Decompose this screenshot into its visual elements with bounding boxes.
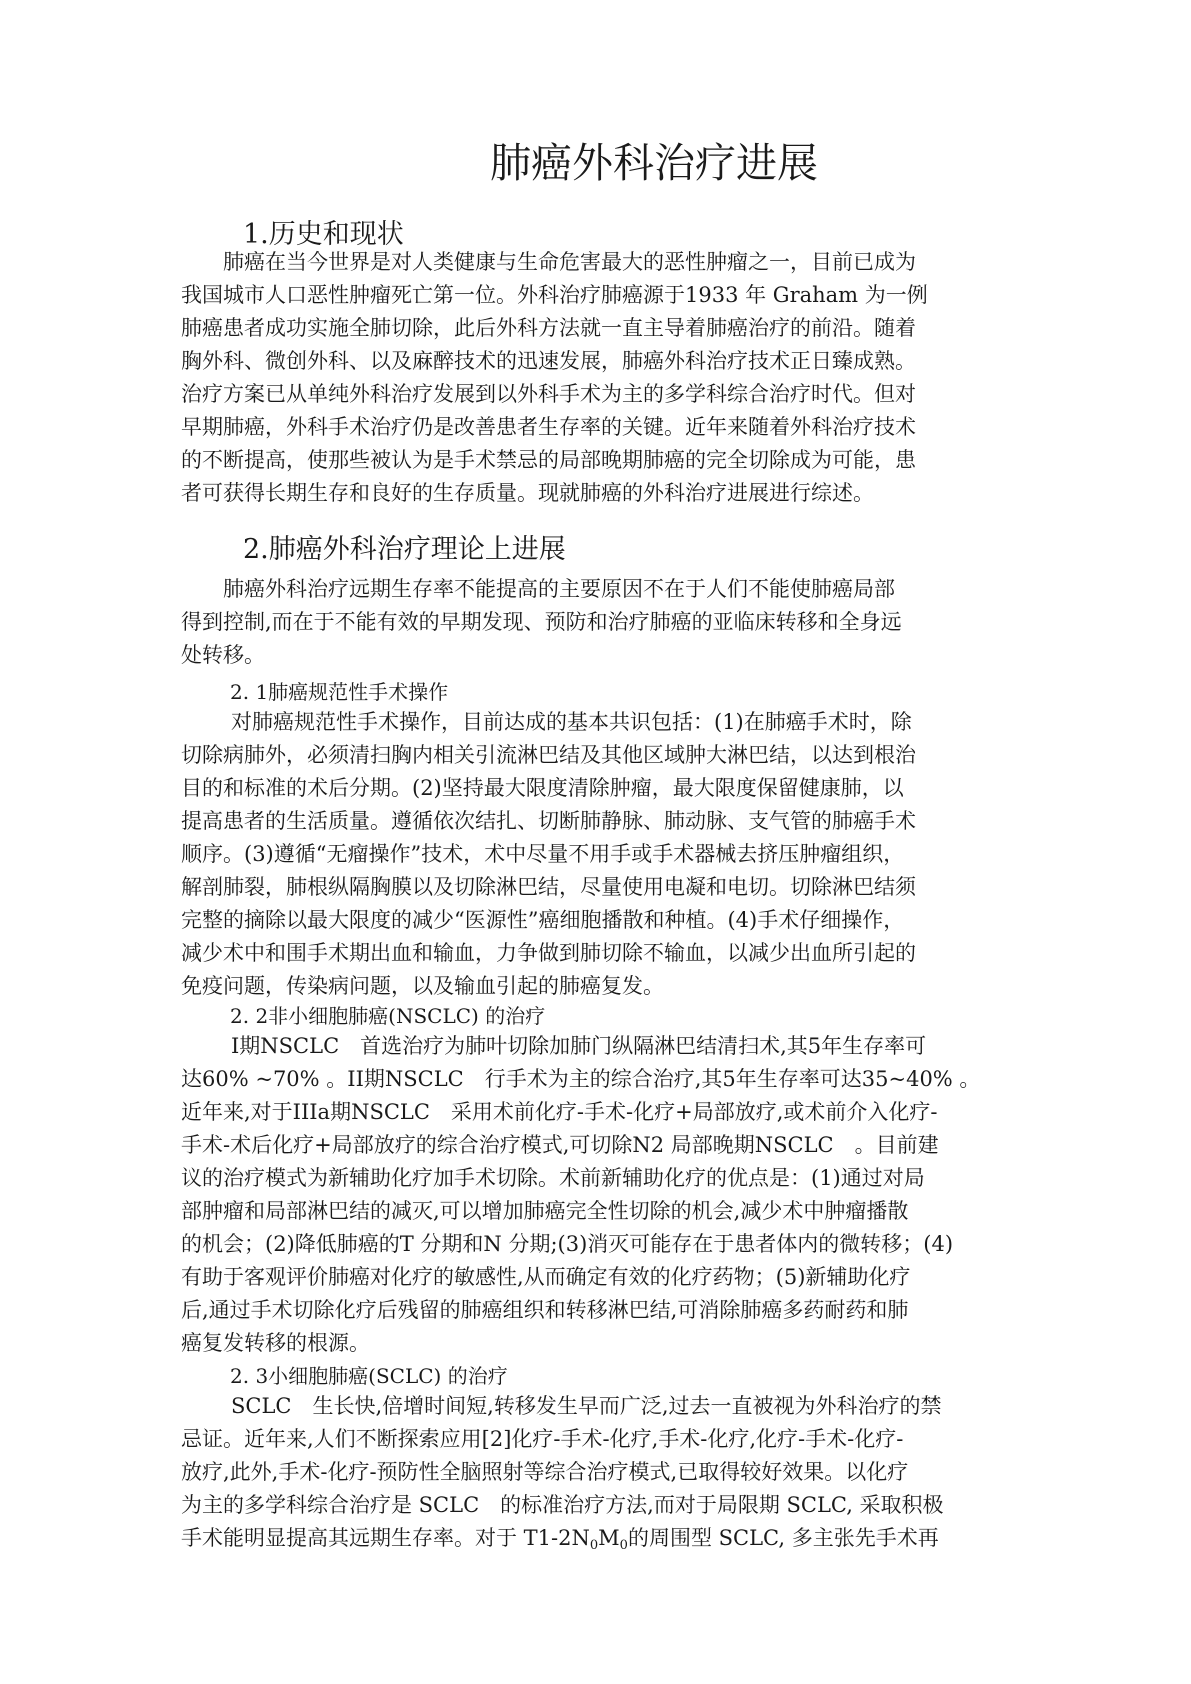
subsection-heading-standard-surgery: 2. 1肺癌规范性手术操作 [230, 680, 449, 704]
section-heading-theory: 2.肺癌外科治疗理论上进展 [243, 534, 566, 565]
text-line: 处转移。 [181, 643, 265, 667]
text-line: SCLC 生长快,倍增时间短,转移发生早而广泛,过去一直被视为外科治疗的禁 [231, 1394, 942, 1418]
text-line: 免疫问题，传染病问题，以及输血引起的肺癌复发。 [181, 974, 664, 998]
text-line: 部肿瘤和局部淋巴结的减灭,可以增加肺癌完全性切除的机会,减少术中肿瘤播散 [181, 1199, 909, 1223]
paragraph-nsclc [181, 1030, 1013, 1360]
text-line: 手术-术后化疗+局部放疗的综合治疗模式,可切除N2 局部晚期NSCLC 。目前建 [181, 1133, 939, 1157]
text-line: 者可获得长期生存和良好的生存质量。现就肺癌的外科治疗进展进行综述。 [181, 481, 874, 505]
text-line: 癌复发转移的根源。 [181, 1331, 370, 1355]
text-line: 的机会；(2)降低肺癌的T 分期和N 分期;(3)消灭可能存在于患者体内的微转移；(4) [181, 1232, 954, 1256]
text-line: 顺序。(3)遵循“无瘤操作”技术，术中尽量不用手或手术器械去挤压肿瘤组织， [181, 842, 905, 866]
subscript: 0 [589, 1538, 599, 1553]
text-fragment: 的周围型 SCLC, 多主张先手术再 [627, 1526, 939, 1550]
text-fragment: 手术能明显提高其远期生存率。对于 T1-2N [181, 1526, 590, 1550]
paragraph-sclc [181, 1390, 1013, 1555]
text-line: 后,通过手术切除化疗后残留的肺癌组织和转移淋巴结,可消除肺癌多药耐药和肺 [181, 1298, 909, 1322]
text-line: 为主的多学科综合治疗是 SCLC 的标准治疗方法,而对于局限期 SCLC, 采取积极 [181, 1493, 944, 1517]
text-line: 的不断提高，使那些被认为是手术禁忌的局部晚期肺癌的完全切除成为可能，患 [181, 448, 916, 472]
text-line: 胸外科、微创外科、以及麻醉技术的迅速发展，肺癌外科治疗技术正日臻成熟。 [181, 349, 916, 373]
text-line: 切除病肺外，必须清扫胸内相关引流淋巴结及其他区域肿大淋巴结，以达到根治 [181, 743, 916, 767]
section-heading-history: 1.历史和现状 [243, 219, 404, 250]
paragraph-history [181, 246, 1013, 510]
text-line: 议的治疗模式为新辅助化疗加手术切除。术前新辅助化疗的优点是：(1)通过对局 [181, 1166, 925, 1190]
document-title: 肺癌外科治疗进展 [490, 139, 818, 187]
text-line: 早期肺癌，外科手术治疗仍是改善患者生存率的关键。近年来随着外科治疗技术 [181, 415, 916, 439]
text-line: 有助于客观评价肺癌对化疗的敏感性,从而确定有效的化疗药物；(5)新辅助化疗 [181, 1265, 911, 1289]
text-line: 忌证。近年来,人们不断探索应用[2]化疗-手术-化疗,手术-化疗,化疗-手术-化疗- [181, 1427, 904, 1451]
text-line: 治疗方案已从单纯外科治疗发展到以外科手术为主的多学科综合治疗时代。但对 [181, 382, 916, 406]
text-line: 达60% ~70% 。II期NSCLC 行手术为主的综合治疗,其5年生存率可达35~40% 。 [181, 1067, 981, 1091]
subsection-heading-sclc: 2. 3小细胞肺癌(SCLC) 的治疗 [230, 1364, 508, 1388]
subsection-heading-nsclc: 2. 2非小细胞肺癌(NSCLC) 的治疗 [230, 1004, 546, 1028]
text-line-last [181, 1522, 1013, 1555]
paragraph-theory [181, 573, 1013, 672]
text-line: 得到控制,而在于不能有效的早期发现、预防和治疗肺癌的亚临床转移和全身远 [181, 610, 902, 634]
text-line: 减少术中和围手术期出血和输血，力争做到肺切除不输血，以减少出血所引起的 [181, 941, 916, 965]
text-line: 完整的摘除以最大限度的减少“医源性”癌细胞播散和种植。(4)手术仔细操作， [181, 908, 905, 932]
text-line: 我国城市人口恶性肿瘤死亡第一位。外科治疗肺癌源于1933 年 Graham 为一例 [181, 283, 928, 307]
text-line: 提高患者的生活质量。遵循依次结扎、切断肺静脉、肺动脉、支气管的肺癌手术 [181, 809, 916, 833]
text-line: 放疗,此外,手术-化疗-预防性全脑照射等综合治疗模式,已取得较好效果。以化疗 [181, 1460, 909, 1484]
paragraph-standard-surgery [181, 706, 1013, 1003]
subscript: 0 [619, 1538, 628, 1553]
text-line: I期NSCLC 首选治疗为肺叶切除加肺门纵隔淋巴结清扫术,其5年生存率可 [231, 1034, 927, 1058]
text-line: 肺癌外科治疗远期生存率不能提高的主要原因不在于人们不能使肺癌局部 [223, 577, 895, 601]
text-line: 肺癌患者成功实施全肺切除，此后外科方法就一直主导着肺癌治疗的前沿。随着 [181, 316, 916, 340]
text-line: 目的和标准的术后分期。(2)坚持最大限度清除肿瘤，最大限度保留健康肺，以 [181, 776, 904, 800]
text-line: 肺癌在当今世界是对人类健康与生命危害最大的恶性肿瘤之一，目前已成为 [223, 250, 916, 274]
text-fragment: M [598, 1526, 620, 1550]
text-line: 对肺癌规范性手术操作，目前达成的基本共识包括：(1)在肺癌手术时，除 [231, 710, 912, 734]
text-line: 解剖肺裂，肺根纵隔胸膜以及切除淋巴结，尽量使用电凝和电切。切除淋巴结须 [181, 875, 916, 899]
text-line: 近年来,对于IIIa期NSCLC 采用术前化疗-手术-化疗+局部放疗,或术前介入化疗- [181, 1100, 938, 1124]
